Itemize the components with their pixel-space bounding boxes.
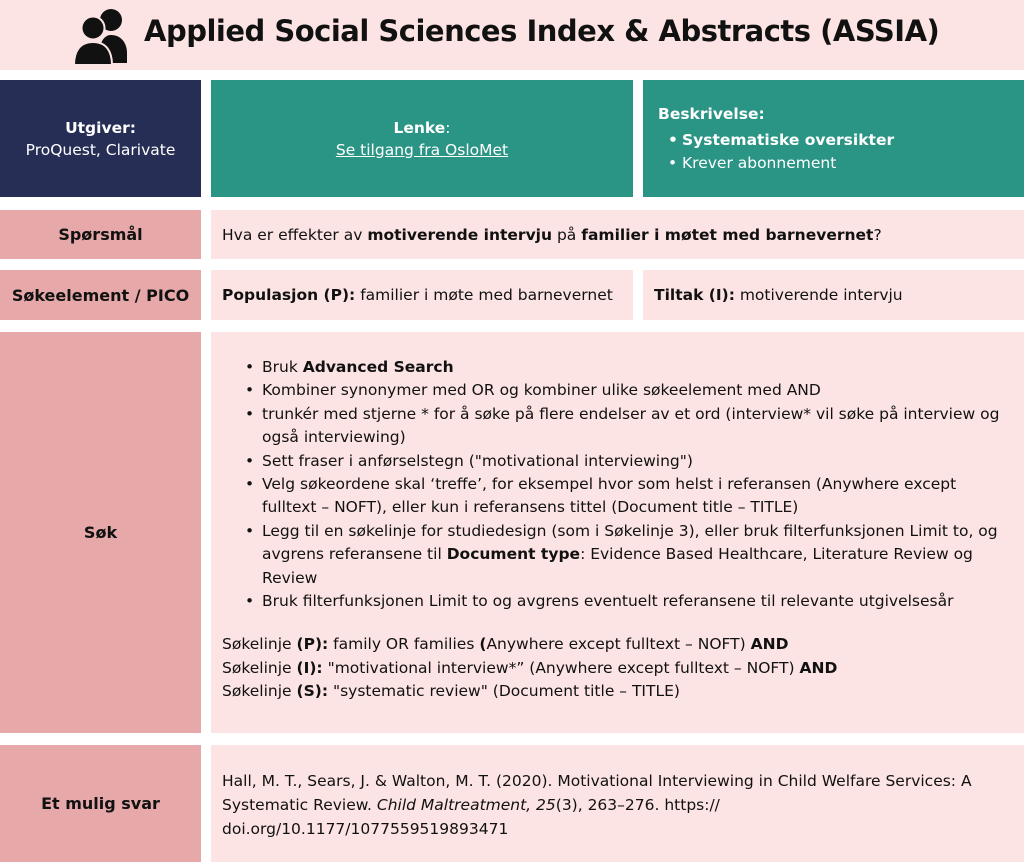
search-tip: • Sett fraser i anførselstegn ("motivational interviewing") [240, 450, 1010, 473]
header-banner [0, 0, 1024, 70]
description-box [643, 80, 1024, 197]
link-box [211, 80, 633, 197]
description-label: Beskrivelse: [658, 105, 765, 123]
search-line-s: Søkelinje (S): "systematic review" (Document title – TITLE) [222, 682, 680, 701]
publisher-label: Utgiver: [65, 118, 136, 137]
intervention-cell [643, 270, 1024, 320]
access-link[interactable]: Se tilgang fra OsloMet [335, 140, 509, 159]
link-label: Lenke [393, 118, 446, 137]
publisher-value: ProQuest, Clarivate [25, 140, 176, 159]
pico-label-cell [0, 270, 201, 320]
description-item: • Krever abonnement [658, 152, 1024, 175]
description-list [658, 129, 1024, 175]
population-text: Populasjon (P): familier i møte med barnevernet [222, 286, 613, 304]
search-tip: • Legg til en søkelinje for studiedesign (som i Søkelinje 3), eller bruk filterfunksjonen Limit to, og avgrens referansene til Document type: Evidence Based Healthcare, Literature Review og Review [240, 520, 1010, 590]
search-tips-list [211, 332, 1024, 613]
pico-label: Søkeelement / PICO [11, 285, 190, 305]
search-tip: • Bruk Advanced Search [240, 356, 1010, 379]
answer-citation: Hall, M. T., Sears, J. & Walton, M. T. (2020). Motivational Interviewing in Child Welfare Services: A Systematic Review. Child Maltreatment, 25(3), 263–276. https:// doi.org/10.1177/1077559519893471 [222, 772, 972, 838]
link-heading [393, 119, 450, 137]
population-cell [211, 270, 633, 320]
question-label-cell [0, 210, 201, 259]
search-tip: • trunkér med stjerne * for å søke på flere endelser av et ord (interview* vil søke på interview og også interviewing) [240, 403, 1010, 450]
search-cell [211, 332, 1024, 733]
answer-cell [211, 745, 1024, 862]
description-item: • Systematiske oversikter [658, 129, 1024, 152]
answer-label-cell [0, 745, 201, 862]
search-tip: • Velg søkeordene skal ‘treffe’, for eksempel hvor som helst i referansen (Anywhere except fulltext – NOFT), eller kun i referansens tittel (Document title – TITLE) [240, 473, 1010, 520]
people-group-icon [74, 7, 128, 65]
search-tip: • Bruk filterfunksjonen Limit to og avgrens eventuelt referansene til relevante utgivelsesår [240, 590, 1010, 613]
question-text: Hva er effekter av motiverende intervju på familier i møtet med barnevernet? [222, 225, 882, 244]
question-cell [211, 210, 1024, 259]
search-line-p: Søkelinje (P): family OR families (Anywhere except fulltext – NOFT) AND [222, 635, 789, 654]
intervention-text: Tiltak (I): motiverende intervju [654, 286, 903, 304]
publisher-box [0, 80, 201, 197]
page-title: Applied Social Sciences Index & Abstracts (ASSIA) [144, 14, 940, 48]
question-label: Spørsmål [58, 225, 143, 244]
search-tip: • Kombiner synonymer med OR og kombiner ulike søkeelement med AND [240, 379, 1010, 402]
search-label: Søk [83, 523, 118, 542]
search-lines [211, 613, 1024, 703]
link-colon: : [445, 118, 451, 137]
search-line-i: Søkelinje (I): "motivational interview*” (Anywhere except fulltext – NOFT) AND [222, 658, 838, 677]
answer-label: Et mulig svar [41, 794, 160, 813]
search-label-cell [0, 332, 201, 733]
